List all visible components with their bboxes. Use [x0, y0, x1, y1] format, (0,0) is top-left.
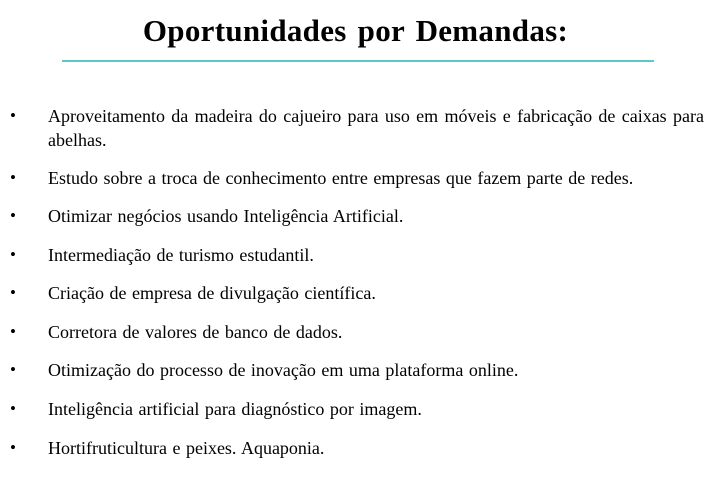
list-item-text: Otimizar negócios usando Inteligência Artificial. [48, 206, 404, 226]
bullet-icon: • [10, 437, 16, 457]
bullet-icon: • [10, 106, 16, 125]
list-item [0, 104, 711, 152]
bullet-icon: • [10, 283, 16, 303]
list-item-text: Aproveitamento da madeira do cajueiro para uso em móveis e fabricação de caixas para abelhas. [48, 106, 704, 150]
list-item [0, 358, 711, 382]
slide-title: Oportunidades por Demandas: [142, 13, 569, 48]
list-item [0, 436, 711, 460]
list-item [0, 397, 711, 421]
bullet-icon: • [10, 398, 16, 418]
list-item-text: Hortifruticultura e peixes. Aquaponia. [48, 437, 325, 458]
list-item [0, 281, 711, 305]
bullet-list [0, 104, 711, 474]
list-item-text: Inteligência artificial para diagnóstico por imagem. [48, 398, 422, 419]
list-item [0, 166, 711, 190]
list-item [0, 243, 711, 267]
list-item [0, 204, 711, 228]
title-underline [62, 60, 654, 62]
bullet-icon: • [10, 360, 16, 380]
list-item-text: Estudo sobre a troca de conhecimento entre empresas que fazem parte de redes. [48, 168, 634, 188]
list-item-text: Intermediação de turismo estudantil. [48, 244, 314, 265]
bullet-icon: • [10, 244, 16, 264]
list-item-text: Corretora de valores de banco de dados. [48, 321, 343, 342]
bullet-icon: • [10, 321, 16, 341]
list-item-text: Criação de empresa de divulgação científica. [48, 283, 376, 304]
bullet-icon: • [10, 168, 16, 187]
list-item-text: Otimização do processo de inovação em uma plataforma online. [48, 360, 519, 381]
list-item [0, 320, 711, 344]
bullet-icon: • [10, 206, 16, 225]
